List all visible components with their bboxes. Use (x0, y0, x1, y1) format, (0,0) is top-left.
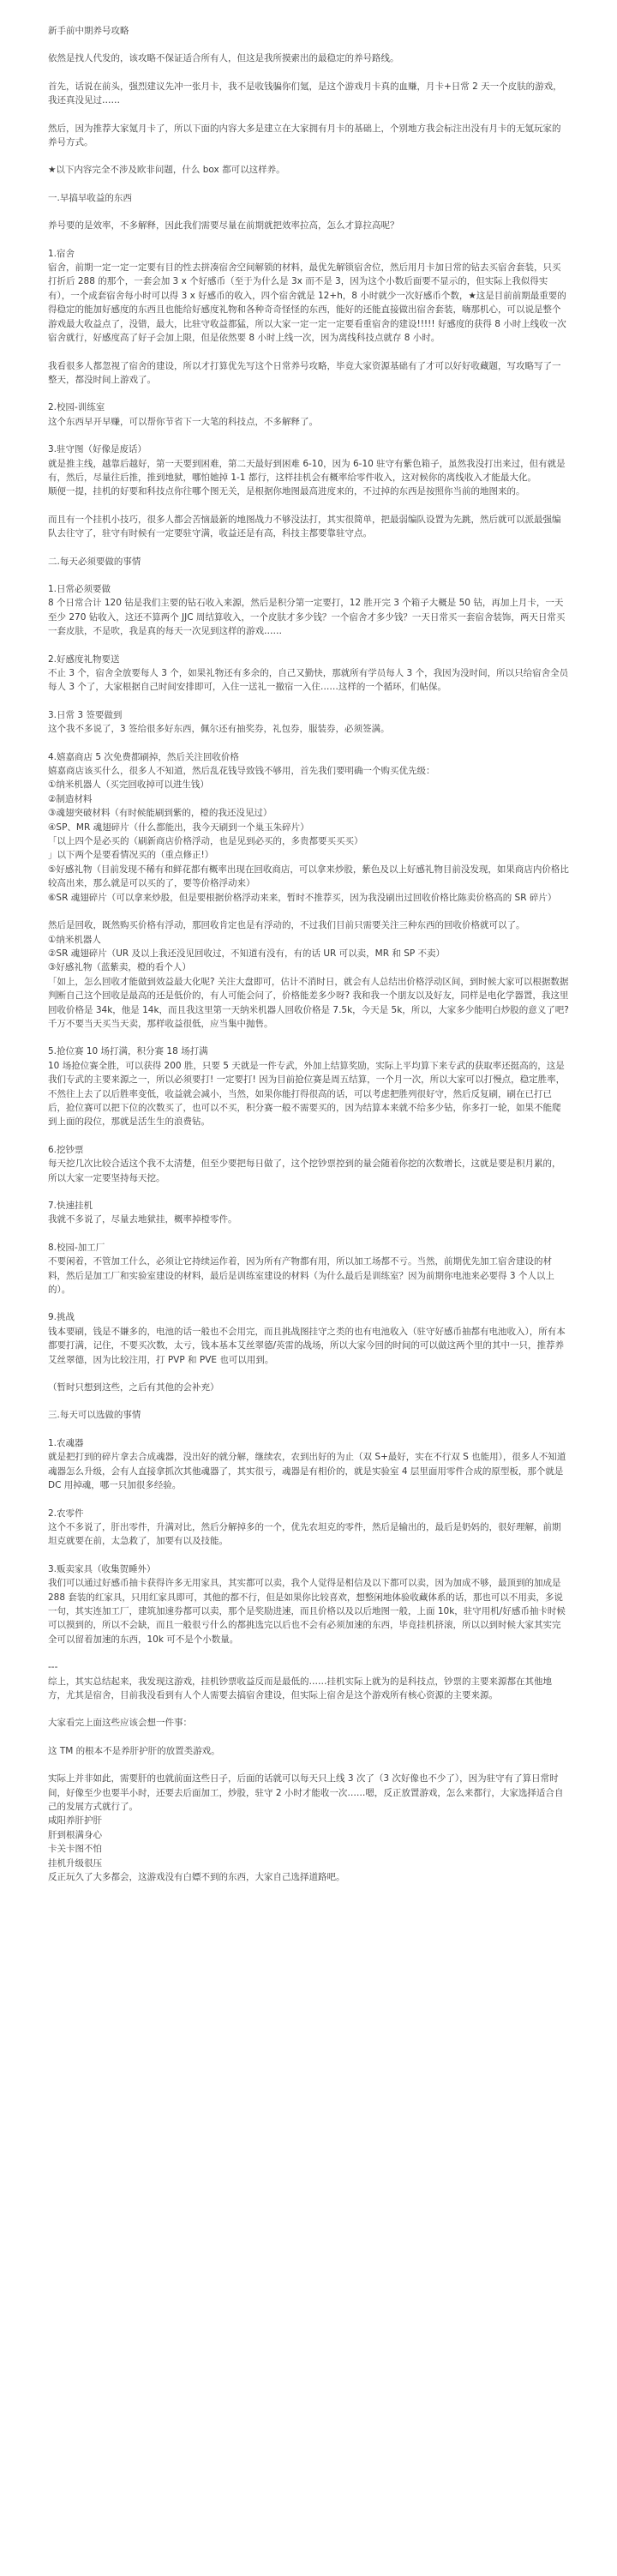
paragraph-gap (48, 149, 569, 163)
text-paragraph: 「以上四个是必买的（刷新商店价格浮动，也是见到必买的，多贵都要买买买） (48, 836, 363, 847)
text-paragraph: 2.好感度礼物要送 (48, 653, 120, 665)
text-paragraph: 养号要的是效率，不多解释，因此我们需要尽量在前期就把效率拉高，怎么才算拉高呢？ (48, 220, 399, 232)
paragraph-gap (48, 1646, 569, 1660)
text-paragraph: 8.校园-加工厂 (48, 1242, 105, 1253)
text-paragraph: ③好感礼物（蓝紫卖，橙的看个人） (48, 962, 191, 973)
paragraph-gap (48, 1129, 569, 1143)
text-paragraph: 」以下两个是要看情况买的（重点修正!） (48, 850, 214, 861)
text-paragraph: 实际上并非如此，需要肝的也就前面这些日子，后面的话就可以每天只上线 3 次了（3 次好像也不少了），因为驻守有了算日常时间，好像至少也要半小时，还要去后面加工，炒股，驻守 2 小时才能收一次……嗯，反正放置游戏，怎么来都行，大家选择适合自己的发展方式就行了。 (48, 1773, 564, 1812)
paragraph-gap (48, 66, 569, 80)
text-paragraph: 这 TM 的根本不是养肝护肝的放置类游戏。 (48, 1745, 220, 1756)
text-paragraph: 不要闲着，不管加工什么，必须让它持续运作着，因为所有产物都有用，所以加工场都不亏。当然，前期优先加工宿舍建设的材料，然后是加工厂和实验室建设的材料，最后是训练室建设的材料（为什么最后是训练室？因为前期你电池来必要得 3 个人以上的）。 (48, 1256, 554, 1296)
paragraph-gap (48, 1758, 569, 1772)
text-paragraph: 2.农零件 (48, 1508, 84, 1519)
text-paragraph: 6.挖钞票 (48, 1144, 84, 1155)
text-paragraph: 不止 3 个，宿舍全放要每人 3 个，如果礼物还有多余的，自己又勤快，那就所有学员每人 3 个，我因为没时间，所以只给宿舍全员每人 3 个了，大家根据自己时间安排即可，入住一送礼一撤宿一入住……这样的一个循环，们帖保。 (48, 668, 569, 693)
paragraph-gap (48, 205, 569, 219)
text-paragraph: 然后，因为推荐大家氪月卡了，所以下面的内容大多是建立在大家拥有月卡的基础上，个别地方我会标注出没有月卡的无氪玩家的养号方式。 (48, 123, 561, 148)
paragraph-gap (48, 695, 569, 708)
text-paragraph: ②SR 魂翅碎片（UR 及以上我还没见回收过，不知道有没有，有的话 UR 可以卖，MR 和 SP 不卖） (48, 948, 446, 959)
paragraph-gap (48, 387, 569, 400)
text-paragraph: 咸阳养肝护肝 (48, 1815, 102, 1827)
text-paragraph: ③魂翅突破材料（有时候能刷到紫的，橙的我还没见过） (48, 808, 273, 819)
paragraph-gap (48, 499, 569, 513)
paragraph-gap (48, 1394, 569, 1408)
text-paragraph: ①纳米机器人（买完回收掉可以进生钱） (48, 779, 209, 791)
text-paragraph: 5.抢位赛 10 场打满，积分赛 18 场打满 (48, 1046, 208, 1057)
text-paragraph: 综上，其实总结起来，我发现这游戏，挂机钞票收益反而是最低的……挂机实际上就为的是科技点，钞票的主要来源都在其他地方，尤其是宿舍，目前我没看到有人个人需要去搞宿舍建设，但实际上宿舍是这个游戏所有核心资源的主要来源。 (48, 1676, 552, 1700)
text-paragraph: 三.每天可以选做的事情 (48, 1410, 141, 1421)
text-paragraph: 8 个日常合计 120 钻是我们主要的钻石收入来源，然后是积分第一定要打，12 胜开完 3 个箱子大概是 50 钻，再加上月卡，一天至少 270 钻收入，这还不算两个 JJC 周结算收入，一个皮肤才多少钱？一个宿舍才多少钱？一天日常买一套宿舍装饰，两天日常买一套皮肤，不是吹，我是真的每天一次见到这样的游戏…… (48, 598, 566, 637)
paragraph-gap (48, 1549, 569, 1562)
text-paragraph: 宿舍，前期一定一定一定要有目的性去拼凑宿舍空间解锁的材料，最优先解锁宿舍位，然后用月卡加日常的钻去买宿舍套装，只买打折后 288 的那个，一套会加 3 x 个好感币（至于为什么是 3x 而不是 3，因为这个小数后面要不显示的，但实际上我似得实有），一个成套宿舍每小时可以得 3 x 好感币的收入，四个宿舍就是 12+h，8 小时就少一次好感币个数，★这是目前前期最重要的得稳定的能加好感度的东西且也能给好感度礼物和各种奇奇怪怪的东西，能好的还能直接做出宿舍套装，嗨那机心，可以说是整个游戏最大收益点了，没错，最大，比驻守收益都猛，所以大家一定一定一定要看重宿舍的建设!!!!! 好感度的获得 8 小时上线收一次宿舍就行，好感度高了好子会加上限，但是依然要 8 小时上线一次，因为离线科技点就存 8 小时。 (48, 262, 566, 344)
text-paragraph: 肝到根满身心 (48, 1829, 102, 1840)
text-paragraph: 7.快速挂机 (48, 1201, 93, 1211)
text-paragraph: 这个我不多说了，3 签给很多好东西，佩尔还有抽奖券，礼包券，服装券，必须签满。 (48, 724, 390, 735)
text-paragraph: 3.日常 3 签要做到 (48, 709, 123, 720)
text-paragraph: --- (48, 1662, 58, 1673)
text-paragraph: 挂机升级很压 (48, 1857, 102, 1869)
text-paragraph: 9.挑战 (48, 1312, 75, 1323)
text-paragraph: 嬉嘉商店该买什么，很多人不知道，然后乱花钱导致钱不够用，首先我们要明确一个购买优先级： (48, 766, 435, 777)
paragraph-gap (48, 38, 569, 51)
text-paragraph: 新手前中期养号攻略 (48, 26, 129, 36)
paragraph-gap (48, 233, 569, 247)
text-paragraph: 每天挖几次比较合适这个我不太清楚，但至少要把每日做了，这个挖钞票控到的量会随着你挖的次数增长，这就是要是积月累的，所以大家一定要坚持每天挖。 (48, 1159, 561, 1183)
paragraph-gap (48, 1297, 569, 1310)
text-paragraph: 顺便一提，挂机的好要和科技点你往哪个图无关，是根据你地图最高进度来的，不过掉的东西是按照你当前的地图来的。 (48, 486, 525, 497)
text-paragraph: 大家看完上面这些应该会想一件事： (48, 1718, 192, 1729)
text-paragraph: 这个东西早开早赚，可以帮你节省下一大笔的科技点，不多解释了。 (48, 416, 318, 427)
text-paragraph: 钱本要刷，钱是不嫌多的，电池的话一般也不会用完，而且挑战图挂守之类的也有电池收入（驻守好感币抽都有电池收入），所有本都要打满，记住，不要买次数，太亏，钱本基本艾丝翠德/英雷的战场，所以大家今回的时间的可以做这两个里的其中一只，推荐养艾丝翠德，因为比较注用，打 PVP 和 PVE 也可以用到。 (48, 1326, 566, 1365)
text-paragraph: ④SP、MR 魂翅碎片（什么都能出，我今天刷到一个巢玉朱碎片） (48, 822, 309, 833)
text-paragraph: 1.农魂器 (48, 1437, 84, 1448)
text-paragraph: 依然是找人代发的，该攻略不保证适合所有人，但这是我所摸索出的最稳定的养号路线。 (48, 53, 399, 64)
paragraph-gap (48, 1423, 569, 1436)
text-paragraph: 反正玩久了大多都会，这游戏没有白嫖不到的东西，大家自己选择道路吧。 (48, 1872, 345, 1883)
text-paragraph: 这个不多说了，肝出零件，升满对比，然后分解掉多的一个，优先农坦克的零件，然后是输出的，最后是奶妈的，很好理解，前期坦克就要在前，太急救了，加要有以及技能。 (48, 1521, 561, 1547)
text-paragraph: 我就不多说了，尽量去地狱挂，概率掉橙零件。 (48, 1214, 237, 1225)
text-paragraph: 首先，话说在前头，强烈建议先冲一张月卡，我不是收钱骗你们氪，是这个游戏月卡真的血赚，月卡+日常 2 天一个皮肤的游戏，我还真没见过…… (48, 81, 562, 106)
text-paragraph: 「如上，怎么回收才能做到效益最大化呢? 关注大盘即可，估计不消时日，就会有人总结出价格浮动区间，到时候大家可以根据数据判断自己这个回收是最高的还是低价的，有人可能会问了，价格能差多少呀? 我和我一个朋友以及好友，同样是电化学器置，我这里回收价格是 34k，他是 14k，而且我这里第一天纳米机器人回收价格是 7.5k，今天是 5k，所以，大家多少能明白炒股的意义了吧? 千万不要当天买当天卖，那样收益很低，应当集中抛售。 (48, 976, 572, 1029)
paragraph-gap (48, 346, 569, 359)
paragraph-gap (48, 569, 569, 582)
text-paragraph: 10 场抢位赛全胜，可以获得 200 胜，只要 5 天就是一件专武，外加上结算奖励，实际上平均算下来专武的获取率还挺高的，这是我们专武的主要来源之一，所以必须要打! 一定要打! 因为目前抢位赛是周五结算，一个月一次，所以大家可以打慢点，稳定胜率，不然往上去了以后胜率变低，收益就会减小，当然，如果你能打得很高的话，可以考虑把胜列很好守，然后反复刷，刷在已打已后，抢位赛可以把下位的次数买了，也可以不买，积分赛一般不需要买的，因为结算本来就不给多少钻，你多打一轮，如果不能爬到上面的段位，那就是活生生的浪费钻。 (48, 1060, 566, 1128)
paragraph-gap (48, 1730, 569, 1744)
text-paragraph: 1.宿舍 (48, 248, 75, 259)
text-paragraph: 卡关卡图不怕 (48, 1844, 102, 1855)
text-paragraph: 3.驻守图（好像是废话） (48, 444, 147, 455)
text-paragraph: 4.嬉嘉商店 5 次免费都刷掉，然后关注回收价格 (48, 751, 239, 762)
paragraph-gap (48, 1702, 569, 1716)
paragraph-gap (48, 1493, 569, 1507)
text-paragraph: 我们可以通过好感币抽卡获得许多无用家具，其实都可以卖，我个人觉得是相信及以下都可以卖，因为加成不够，最顶到的加成是 288 套装的红家具，只用红家具即可，其他的都不行，但是如果你比较喜欢，想整闲地体验收藏体系的话，那也可以不用卖，多说一句，其实连加工厂，建筑加速券都可以卖，那个是奖励进速，而且价格以及以后地图一般，上面 10k，驻守用机/好感币抽卡时候可以摸到的，所以不会缺，而且一般很亏什么的都挑选完以后也不会有必须加速的东西，毕竟挂机挤滚，所以以到时候大家其实完全可以留着加速的东西，10k 可不是个小数量。 (48, 1578, 566, 1645)
text-paragraph: 3.贩卖家具（收集贺睡外） (48, 1563, 156, 1574)
text-paragraph: （暂时只想到这些，之后有其他的会补充） (48, 1382, 219, 1393)
text-paragraph: 1.日常必须要做 (48, 583, 111, 594)
paragraph-gap (48, 1031, 569, 1044)
paragraph-gap (48, 1227, 569, 1241)
text-paragraph: 一.早搞早收益的东西 (48, 192, 132, 203)
text-paragraph: 然后是回收，既然购买价格有浮动，那回收肯定也是有浮动的，不过我们目前只需要关注三种东西的回收价格就可以了。 (48, 920, 525, 931)
text-paragraph: 就是把打到的碎片拿去合成魂器，没出好的就分解，继续农，农到出好的为止（双 S+最好，实在不行双 S 也能用），很多人不知道魂器怎么升级，会有人直接拿抓次其他魂器了，其实很亏，魂器是有相价的，就是实验室 4 层里面用零件合成的原型板，那个就是 DC 用掉魂，哪一只加很多经验。 (48, 1452, 566, 1491)
text-paragraph: 而且有一个挂机小技巧，很多人都会苦恼最新的地图战力不够没法打，其实很简单，把最弱编队设置为先跳，然后就可以派最强编队去往守了，驻守有时候有一定要驻守满，收益还是有高，科技主都要靠驻守点。 (48, 514, 561, 539)
text-paragraph: 二.每天必须要做的事情 (48, 556, 141, 567)
text-paragraph: 我看很多人都忽视了宿舍的建设，所以才打算优先写这个日常养号攻略，毕竟大家资源基础有了才可以好好收藏题，写攻略写了一整天，都没时间上游戏了。 (48, 360, 561, 385)
text-paragraph: ①纳米机器人 (48, 934, 101, 945)
paragraph-gap (48, 108, 569, 122)
paragraph-gap (48, 178, 569, 191)
text-paragraph: 2.校园-训练室 (48, 402, 105, 413)
paragraph-gap (48, 541, 569, 555)
paragraph-gap (48, 1185, 569, 1199)
paragraph-gap (48, 639, 569, 653)
paragraph-gap (48, 737, 569, 750)
paragraph-gap (48, 1367, 569, 1381)
paragraph-gap (48, 429, 569, 442)
paragraph-gap (48, 905, 569, 918)
text-paragraph: 就是推主线，越靠后越好，第一天要到困难，第二天最好到困难 6-10，因为 6-10 驻守有紫色箱子，虽然我没打出来过，但有就是有，然后，尽量往后推，推到地狱，哪怕她掉 1-1 都行，这样挂机会有概率给零件收入，这对候你的离线收入才能最大化。 (48, 458, 566, 483)
text-paragraph: ★以下内容完全不涉及欧非问题，什么 box 都可以这样养。 (48, 165, 285, 176)
text-paragraph: ⑥SR 魂翅碎片（可以拿来炒股，但是要根据价格浮动来来，暂时不推荐买，因为我没刷出过回收价格比陈卖价格高的 SR 碎片） (48, 892, 557, 903)
text-paragraph: ②制造材料 (48, 793, 93, 804)
text-paragraph: ⑤好感礼物（目前发现不稀有和鲜花都有概率出现在回收商店，可以拿来炒股，紫色及以上好感礼物目前没发现，如果商店内价格比较高出来，那么就是可以买的了，要等价格浮动来） (48, 864, 569, 889)
